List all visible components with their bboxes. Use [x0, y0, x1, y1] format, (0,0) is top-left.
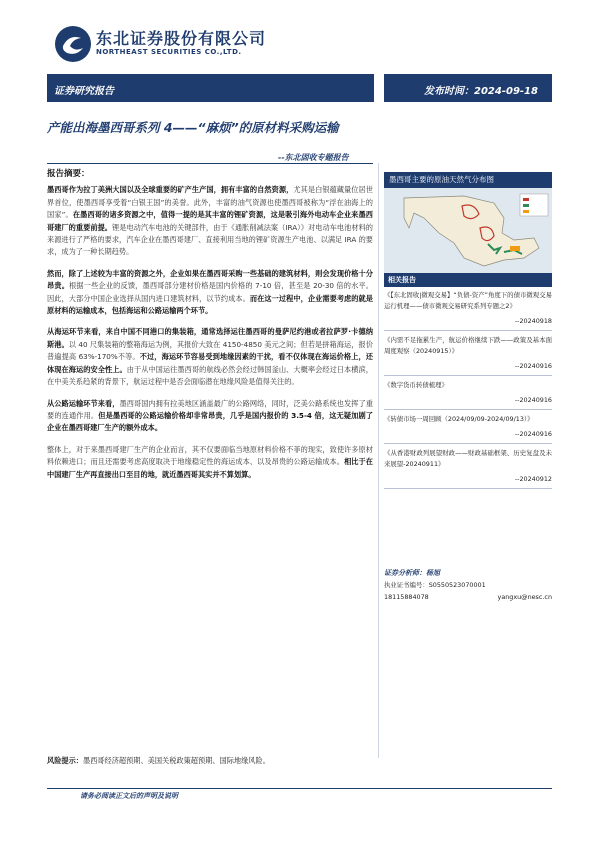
- paragraph-text: 以 40 尺集装箱的整箱海运为例，其报价大致在 4150-4850 美元之间；但若是拼箱海运，报价普遍提高 63%-170%不等。: [47, 339, 373, 362]
- related-report-divider: [384, 488, 552, 489]
- summary-paragraph: [47, 326, 373, 388]
- related-report-divider: [384, 330, 552, 331]
- related-report-divider: [384, 375, 552, 376]
- title-divider: [47, 163, 373, 164]
- related-report-title[interactable]: 《内需不足拖累生产，航运价格继续下跌——政策及基本面周度观察（20240915）》: [384, 336, 552, 355]
- summary-paragraph: [47, 398, 373, 435]
- footer-divider: [47, 788, 552, 789]
- summary-paragraph: [47, 268, 373, 318]
- paragraph-text: 由于从中国运往墨西哥的航线必然会经过韩国釜山、大概率会经过日本横滨，在中美关系趋紧的背景下，航运过程中是否会面临潜在地缘风险是值得关注的。: [47, 364, 373, 387]
- mexico-oil-gas-map: [384, 188, 552, 273]
- paragraph-bold: 然而，除了上述较为丰富的资源之外，企业如果在墨西哥采购一些基础的建筑材料，则会发现价格十分昂贵。: [47, 268, 373, 291]
- license-number: S0550523070001: [428, 581, 486, 589]
- related-report-item[interactable]: [384, 290, 552, 331]
- paragraph-bold: 而在这一过程中，企业需要考虑的就是原材料的运输成本，包括海运和公路运输两个环节。: [47, 293, 373, 316]
- summary-paragraph: [47, 184, 373, 258]
- risk-text: 墨西哥经济超预期、美国关税政策超预期、国际地缘风险。: [82, 756, 270, 765]
- summary-paragraph: [47, 444, 373, 481]
- related-report-divider: [384, 409, 552, 410]
- analyst-contact: [384, 591, 552, 603]
- related-report-date: --20240912: [514, 475, 552, 483]
- related-report-title[interactable]: 《转债市场一周回顾（2024/09/09-2024/09/13）》: [384, 415, 534, 423]
- paragraph-bold: 从海运环节来看，来自中国不同港口的集装箱，通常选择运往墨西哥的曼萨尼约港或者拉萨罗·卡德纳斯港。: [47, 327, 373, 349]
- company-logo-icon: [55, 26, 91, 62]
- report-summary: [47, 168, 373, 490]
- related-report-date: --20240916: [514, 396, 552, 404]
- related-reports-header: 相关报告: [384, 273, 552, 287]
- analyst-license: [384, 579, 552, 591]
- company-name-cn: 东北证券股份有限公司: [96, 29, 267, 48]
- paragraph-bold: 相比于在中国建厂生产再直接出口至目的地，就近墨西哥其实并不算划算。: [47, 457, 373, 479]
- report-type-label: 证券研究报告: [54, 86, 114, 97]
- analyst-phone: 18115884078: [384, 593, 429, 601]
- related-report-title[interactable]: 《数字货币转债梳理》: [384, 381, 448, 389]
- related-report-title[interactable]: 《从香港财政列展望财政——财政基础框架、历史复盘及未来展望-20240911》: [384, 449, 552, 468]
- paragraph-bold: 但是墨西哥的公路运输价格却非常昂贵，几乎是国内报价的 3.5-4 倍，这无疑加剧了企业在墨西哥建厂生产的额外成本。: [47, 410, 373, 433]
- analyst-email[interactable]: yangxu@nesc.cn: [497, 593, 552, 601]
- paragraph-bold: 从公路运输环节来看，: [47, 398, 120, 408]
- report-subtitle: --东北固收专题报告: [278, 153, 349, 162]
- footer-disclaimer: 请务必阅读正文后的声明及说明: [80, 792, 178, 800]
- report-title: 产能出海墨西哥系列 4——“麻烦”的原材料采购运输: [47, 120, 339, 135]
- risk-label: 风险提示：: [47, 756, 83, 765]
- paragraph-bold: 在墨西哥的诸多资源之中，值得一提的是其丰富的锂矿资源，这是吸引海外电动车企业来墨西哥建厂的重要前提。: [47, 210, 373, 232]
- related-report-title[interactable]: 《【东北固收|微观交易】“负债-资产”角度下的债市微观交易运行机理——债市微观交易研究系列专题之2》: [384, 291, 552, 310]
- paragraph-text: 根据一些企业的反馈，墨西哥部分建材价格是国内价格的 7-10 倍，甚至是 20-30 倍的水平。因此，大部分中国企业选择从国内进口建筑材料，以节约成本。: [47, 281, 373, 303]
- paragraph-text: 锂是电动汽车电池的关键部件，由于《通胀削减法案（IRA）》对电动车电池材料的来源进行了严格的要求，汽车企业在墨西哥建厂、直接利用当地的锂矿资源生产电池、以满足 IRA 的要求，成为了一种长期趋势。: [47, 222, 373, 257]
- related-reports-list: [384, 290, 552, 493]
- summary-heading: 报告摘要：: [47, 169, 90, 179]
- related-report-item[interactable]: [384, 335, 552, 376]
- risk-warning: [47, 755, 377, 767]
- related-report-item[interactable]: [384, 380, 552, 410]
- paragraph-bold: 墨西哥作为拉丁美洲大国以及全球重要的矿产生产国，拥有丰富的自然资源，: [47, 185, 294, 195]
- analyst-name: 证券分析师：杨旭: [384, 569, 440, 577]
- related-report-date: --20240916: [514, 362, 552, 370]
- column-divider: [378, 163, 379, 758]
- related-report-item[interactable]: [384, 448, 552, 489]
- related-report-divider: [384, 443, 552, 444]
- paragraph-text: 整体上，对于来墨西哥建厂生产的企业而言，其不仅要面临当地原材料价格不菲的现实，致使许多原材料依赖进口；而且还需要考虑高度取决于地缘稳定性的海运成本、以及昂贵的公路运输成本。: [47, 444, 373, 467]
- license-label: 执业证书编号：: [384, 581, 429, 589]
- publish-date: 发布时间：2024-09-18: [424, 86, 538, 97]
- related-report-item[interactable]: [384, 414, 552, 444]
- related-report-date: --20240916: [514, 430, 552, 438]
- map-title: 墨西哥主要的原油天然气分布图: [384, 172, 552, 188]
- paragraph-text: 墨西哥国内拥有拉美地区涵盖最广的公路网络，同时，泛美公路系统也发挥了重要的连通作用。: [47, 398, 373, 420]
- company-name-en: NORTHEAST SECURITIES CO.,LTD.: [96, 48, 242, 56]
- paragraph-bold: 不过，海运环节容易受到地缘因素的干扰，看不仅体现在海运价格上，还体现在海运的安全性上。: [47, 352, 373, 374]
- related-report-date: --20240918: [514, 317, 552, 325]
- analyst-info: [384, 567, 552, 603]
- paragraph-text: 尤其是白银蕴藏量位居世界首位，使墨西哥享受着“白银王国”的美誉。此外，丰富的油气资源也使墨西哥被称为“浮在油海上的国家”。: [47, 185, 373, 220]
